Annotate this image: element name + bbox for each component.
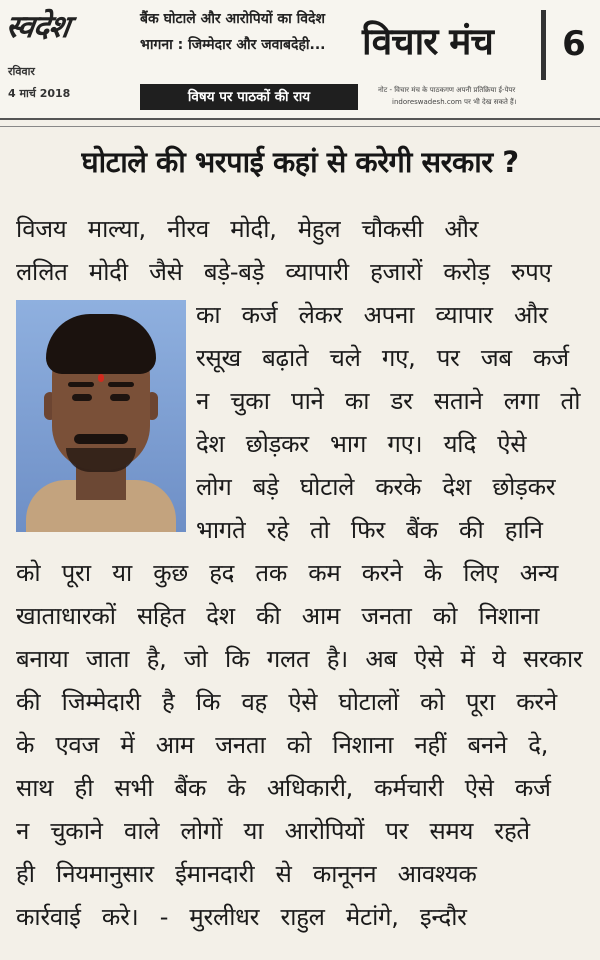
article-line-1: विजय माल्या, नीरव मोदी, मेहुल चौकसी और bbox=[16, 215, 479, 243]
issue-day: रविवार bbox=[8, 65, 35, 78]
article-line-15: न चुकाने वाले लोगों या आरोपियों पर समय रहते bbox=[16, 817, 530, 845]
person-photo-icon bbox=[16, 300, 186, 532]
article-line-2: ललित मोदी जैसे बड़े-बड़े व्यापारी हजारों करोड़ रुपए bbox=[16, 258, 552, 286]
header-note-line-2: indoreswadesh.com पर भी देख सकते हैं। bbox=[392, 98, 517, 106]
article-line-7: लोग बड़े घोटाले करके देश छोड़कर bbox=[196, 473, 556, 501]
article-line-4: रसूख बढ़ाते चले गए, पर जब कर्ज bbox=[196, 344, 569, 372]
header-note-line-1: नोट - विचार मंच के पाठकगण अपनी प्रतिक्रिया ई-पेपर bbox=[378, 86, 516, 94]
section-title: विचार मंच bbox=[362, 20, 493, 63]
article-line-16: ही नियमानुसार ईमानदारी से कानूनन आवश्यक bbox=[16, 860, 477, 888]
issue-date: 4 मार्च 2018 bbox=[8, 87, 71, 100]
newspaper-logo: स्वदेश bbox=[3, 9, 72, 45]
article-line-9: को पूरा या कुछ हद तक कम करने के लिए अन्य bbox=[16, 559, 559, 587]
header-divider bbox=[541, 10, 546, 80]
page-header bbox=[0, 0, 600, 118]
article-line-17: कार्रवाई करे। - मुरलीधर राहुल मेटांगे, इन्दौर bbox=[16, 903, 467, 931]
article-line-11: बनाया जाता है, जो कि गलत है। अब ऐसे में ये सरकार bbox=[16, 645, 583, 673]
article-line-10: खाताधारकों सहित देश की आम जनता को निशाना bbox=[16, 602, 540, 630]
article-line-13: के एवज में आम जनता को निशाना नहीं बनने दे, bbox=[16, 731, 549, 759]
header-rule bbox=[0, 118, 600, 120]
topic-headline-line-1: बैंक घोटाले और आरोपियों का विदेश bbox=[140, 11, 325, 27]
article-line-6: देश छोड़कर भाग गए। यदि ऐसे bbox=[196, 430, 527, 458]
article-line-8: भागते रहे तो फिर बैंक की हानि bbox=[196, 516, 543, 544]
topic-headline bbox=[140, 6, 360, 58]
article-line-12: की जिम्मेदारी है कि वह ऐसे घोटालों को पूरा करने bbox=[16, 688, 557, 716]
topic-headline-line-2: भागना : जिम्मेदार और जवाबदेही... bbox=[140, 37, 326, 53]
page-number: 6 bbox=[562, 24, 586, 64]
topic-label: विषय पर पाठकों की राय bbox=[140, 84, 358, 110]
article-line-14: साथ ही सभी बैंक के अधिकारी, कर्मचारी ऐसे कर्ज bbox=[16, 774, 551, 802]
header-rule-thin bbox=[0, 126, 600, 127]
article-line-5: न चुका पाने का डर सताने लगा तो bbox=[196, 387, 581, 415]
article-title: घोटाले की भरपाई कहां से करेगी सरकार ? bbox=[81, 145, 519, 179]
article-line-3: का कर्ज लेकर अपना व्यापार और bbox=[196, 301, 548, 329]
